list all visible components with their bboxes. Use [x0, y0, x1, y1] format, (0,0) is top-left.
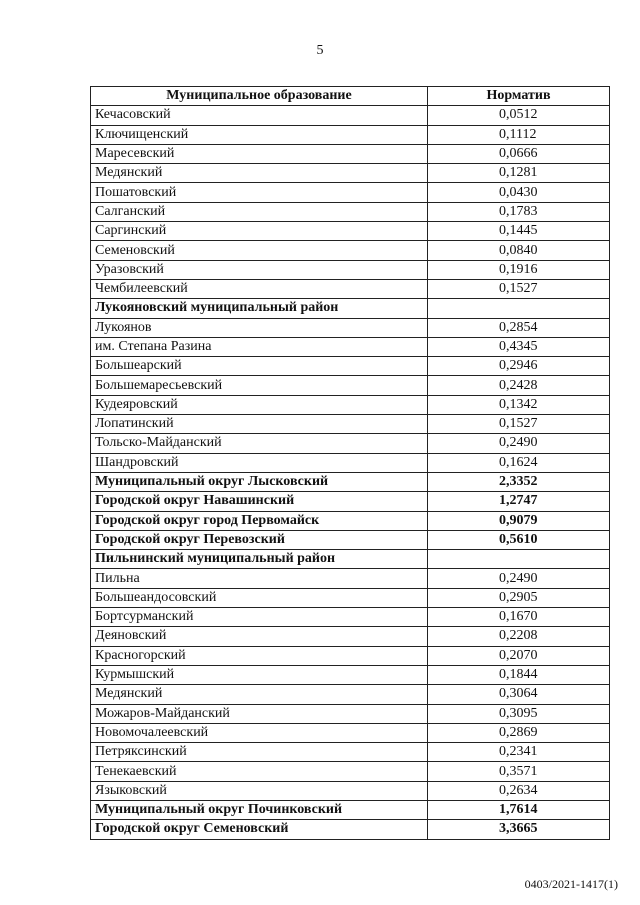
norm-value-cell [428, 550, 610, 569]
table-row [91, 743, 610, 762]
header-norm: Норматив [428, 87, 610, 106]
table-row [91, 492, 610, 511]
municipality-name-cell: Пошатовский [91, 183, 428, 202]
table-row [91, 376, 610, 395]
norm-value-cell: 0,3095 [428, 704, 610, 723]
table-row [91, 337, 610, 356]
municipality-name-cell: Кечасовский [91, 106, 428, 125]
document-code: 0403/2021-1417(1) [524, 877, 618, 891]
norm-value-cell: 0,1342 [428, 395, 610, 414]
norm-value-cell: 0,2869 [428, 723, 610, 742]
table-row [91, 164, 610, 183]
municipality-name-cell: Большеарский [91, 357, 428, 376]
municipality-name-cell: Уразовский [91, 260, 428, 279]
table-row [91, 183, 610, 202]
municipality-name-cell: Новомочалеевский [91, 723, 428, 742]
municipality-name-cell: Маресевский [91, 144, 428, 163]
municipality-name-cell: Чембилеевский [91, 279, 428, 298]
municipality-name-cell: Можаров-Майданский [91, 704, 428, 723]
norm-value-cell: 0,1670 [428, 608, 610, 627]
municipality-name-cell: Саргинский [91, 222, 428, 241]
norm-value-cell: 3,3665 [428, 820, 610, 839]
table-row [91, 608, 610, 627]
municipality-name-cell: Тенекаевский [91, 762, 428, 781]
norm-value-cell: 0,1624 [428, 453, 610, 472]
table-row [91, 202, 610, 221]
table-row [91, 318, 610, 337]
table-row [91, 530, 610, 549]
municipality-name-cell: Лопатинский [91, 415, 428, 434]
norm-value-cell: 0,2208 [428, 627, 610, 646]
norm-value-cell: 0,4345 [428, 337, 610, 356]
municipality-name-cell: Семеновский [91, 241, 428, 260]
table-row [91, 357, 610, 376]
table-row [91, 415, 610, 434]
norm-value-cell: 0,1527 [428, 415, 610, 434]
norm-value-cell: 0,1445 [428, 222, 610, 241]
table-row [91, 781, 610, 800]
municipality-name-cell: им. Степана Разина [91, 337, 428, 356]
table-row [91, 723, 610, 742]
municipality-name-cell: Пильна [91, 569, 428, 588]
norm-value-cell: 0,3571 [428, 762, 610, 781]
table-row [91, 627, 610, 646]
norm-value-cell: 0,1783 [428, 202, 610, 221]
norm-value-cell: 0,5610 [428, 530, 610, 549]
norm-value-cell: 1,7614 [428, 800, 610, 819]
table-row [91, 665, 610, 684]
municipality-name-cell: Городской округ Навашинский [91, 492, 428, 511]
table-row [91, 800, 610, 819]
norm-value-cell: 0,2070 [428, 646, 610, 665]
norm-value-cell: 0,2341 [428, 743, 610, 762]
norm-value-cell: 0,0666 [428, 144, 610, 163]
table-row [91, 144, 610, 163]
norm-value-cell [428, 299, 610, 318]
municipality-name-cell: Большеандосовский [91, 588, 428, 607]
norm-value-cell: 0,0430 [428, 183, 610, 202]
municipality-name-cell: Салганский [91, 202, 428, 221]
norms-table [90, 86, 610, 840]
municipality-name-cell: Медянский [91, 164, 428, 183]
municipality-name-cell: Муниципальный округ Починковский [91, 800, 428, 819]
municipality-name-cell: Ключищенский [91, 125, 428, 144]
municipality-name-cell: Муниципальный округ Лысковский [91, 472, 428, 491]
table-header-row [91, 87, 610, 106]
municipality-name-cell: Большемаресьевский [91, 376, 428, 395]
norm-value-cell: 0,2854 [428, 318, 610, 337]
municipality-name-cell: Тольско-Майданский [91, 434, 428, 453]
municipality-name-cell: Лукоянов [91, 318, 428, 337]
municipality-name-cell: Городской округ Семеновский [91, 820, 428, 839]
norm-value-cell: 0,0512 [428, 106, 610, 125]
norm-value-cell: 0,1112 [428, 125, 610, 144]
municipality-name-cell: Кудеяровский [91, 395, 428, 414]
table-row [91, 434, 610, 453]
table-row [91, 279, 610, 298]
table-row [91, 395, 610, 414]
norm-value-cell: 0,1844 [428, 665, 610, 684]
municipality-name-cell: Пильнинский муниципальный район [91, 550, 428, 569]
table-row [91, 704, 610, 723]
header-municipality: Муниципальное образование [91, 87, 428, 106]
page-number: 5 [316, 43, 324, 58]
table-row [91, 685, 610, 704]
norm-value-cell: 0,1281 [428, 164, 610, 183]
norm-value-cell: 0,1527 [428, 279, 610, 298]
table-row [91, 820, 610, 839]
table-row [91, 106, 610, 125]
municipality-name-cell: Лукояновский муниципальный район [91, 299, 428, 318]
norm-value-cell: 0,2490 [428, 569, 610, 588]
table-row [91, 472, 610, 491]
municipality-name-cell: Деяновский [91, 627, 428, 646]
municipality-name-cell: Петряксинский [91, 743, 428, 762]
table-row [91, 550, 610, 569]
municipality-name-cell: Медянский [91, 685, 428, 704]
norm-value-cell: 0,2634 [428, 781, 610, 800]
norm-value-cell: 0,2946 [428, 357, 610, 376]
table-row [91, 569, 610, 588]
table-row [91, 511, 610, 530]
table-row [91, 125, 610, 144]
norm-value-cell: 0,1916 [428, 260, 610, 279]
table-row [91, 453, 610, 472]
norm-value-cell: 0,2428 [428, 376, 610, 395]
municipality-name-cell: Языковский [91, 781, 428, 800]
norm-value-cell: 0,2905 [428, 588, 610, 607]
table-row [91, 588, 610, 607]
table-row [91, 762, 610, 781]
municipality-name-cell: Шандровский [91, 453, 428, 472]
table-row [91, 646, 610, 665]
norm-value-cell: 0,9079 [428, 511, 610, 530]
municipality-name-cell: Городской округ Перевозский [91, 530, 428, 549]
table-row [91, 260, 610, 279]
table-row [91, 241, 610, 260]
table-row [91, 222, 610, 241]
table-body [91, 106, 610, 839]
municipality-name-cell: Бортсурманский [91, 608, 428, 627]
municipality-name-cell: Красногорский [91, 646, 428, 665]
municipality-name-cell: Городской округ город Первомайск [91, 511, 428, 530]
norm-value-cell: 0,2490 [428, 434, 610, 453]
norm-value-cell: 1,2747 [428, 492, 610, 511]
norm-value-cell: 0,3064 [428, 685, 610, 704]
table-row [91, 299, 610, 318]
municipality-name-cell: Курмышский [91, 665, 428, 684]
norm-value-cell: 0,0840 [428, 241, 610, 260]
norm-value-cell: 2,3352 [428, 472, 610, 491]
